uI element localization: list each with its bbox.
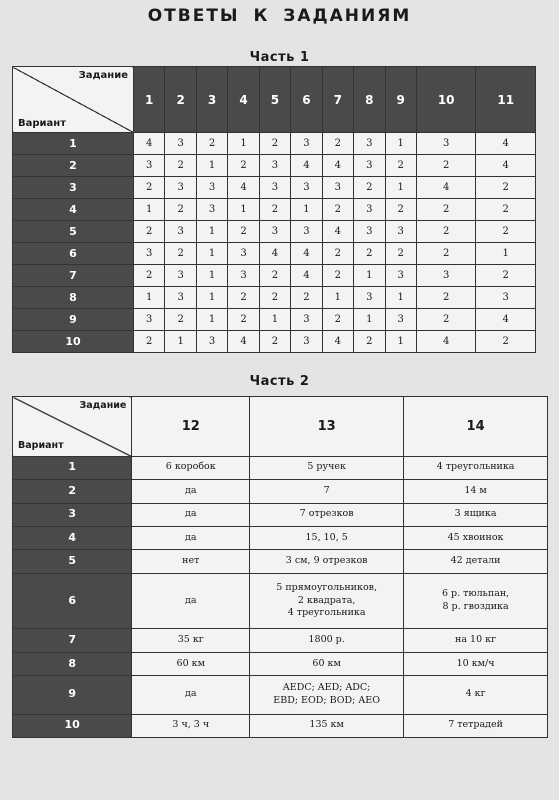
- answer-cell: 1: [354, 309, 385, 331]
- answer-cell: 3: [354, 221, 385, 243]
- variant-number: 5: [13, 550, 132, 573]
- variant-label: Вариант: [18, 439, 64, 451]
- answer-cell: 2: [134, 265, 165, 287]
- variant-number: 6: [13, 243, 134, 265]
- table-row: [13, 550, 548, 573]
- table-row: [13, 456, 548, 479]
- part2-answers-table: [12, 396, 548, 738]
- answer-cell: AEDC; AED; ADC; EBD; EOD; BOD; AEO: [250, 676, 404, 714]
- answer-cell: 4: [291, 265, 322, 287]
- answer-cell: 1: [385, 133, 416, 155]
- variant-number: 9: [13, 676, 132, 714]
- answer-cell: 2: [165, 155, 196, 177]
- answer-cell: 2: [416, 199, 475, 221]
- answer-cell: 14 м: [404, 480, 548, 503]
- answer-cell: 3: [134, 155, 165, 177]
- part1-corner-cell: [13, 67, 134, 133]
- answer-cell: 3: [416, 265, 475, 287]
- answer-cell: да: [132, 503, 250, 526]
- answer-cell: 1: [196, 155, 227, 177]
- variant-number: 8: [13, 652, 132, 675]
- answer-cell: 3 см, 9 отрезков: [250, 550, 404, 573]
- answer-cell: 3: [259, 155, 290, 177]
- answer-cell: 2: [385, 243, 416, 265]
- answer-cell: 15, 10, 5: [250, 526, 404, 549]
- table-row: [13, 287, 536, 309]
- answer-cell: 3 ч, 3 ч: [132, 714, 250, 738]
- answer-cell: 1: [196, 243, 227, 265]
- task-number-header: 13: [250, 397, 404, 457]
- answer-cell: 1: [165, 331, 196, 353]
- answer-cell: 4: [322, 221, 353, 243]
- answer-cell: 2: [354, 243, 385, 265]
- answer-cell: 3: [228, 243, 259, 265]
- answer-cell: 3: [165, 177, 196, 199]
- answer-cell: 3: [291, 331, 322, 353]
- task-number-header: 10: [416, 67, 475, 133]
- answer-cell: 2: [354, 177, 385, 199]
- answer-cell: 4: [228, 331, 259, 353]
- answer-cell: 3: [291, 221, 322, 243]
- answer-cell: 2: [259, 265, 290, 287]
- answer-cell: 3: [196, 331, 227, 353]
- answer-cell: да: [132, 676, 250, 714]
- answer-cell: 2: [259, 331, 290, 353]
- part1-answers-table: [12, 66, 536, 353]
- answer-cell: 2: [476, 177, 536, 199]
- answer-cell: 1: [134, 287, 165, 309]
- answer-cell: 4: [291, 243, 322, 265]
- answer-cell: 60 км: [132, 652, 250, 675]
- task-label: Задание: [78, 70, 128, 81]
- answer-cell: 1: [385, 287, 416, 309]
- answer-cell: 4 кг: [404, 676, 548, 714]
- answer-cell: на 10 кг: [404, 629, 548, 652]
- page-title: ОТВЕТЫ К ЗАДАНИЯМ: [147, 6, 412, 26]
- task-number-header: 6: [291, 67, 322, 133]
- answer-cell: 1: [196, 221, 227, 243]
- answer-cell: 3: [165, 287, 196, 309]
- answer-cell: 3: [259, 221, 290, 243]
- table-row: [13, 177, 536, 199]
- answer-cell: 3: [354, 133, 385, 155]
- answer-cell: 3: [354, 287, 385, 309]
- answer-cell: 5 прямоугольников, 2 квадрата, 4 треугольника: [250, 573, 404, 628]
- part1-heading: Часть 1: [249, 50, 310, 65]
- answer-cell: 2: [228, 287, 259, 309]
- answer-cell: да: [132, 480, 250, 503]
- answer-cell: 7: [250, 480, 404, 503]
- answer-cell: 2: [165, 243, 196, 265]
- table-row: [13, 480, 548, 503]
- answer-cell: 1: [228, 133, 259, 155]
- task-number-header: 9: [385, 67, 416, 133]
- variant-number: 3: [13, 503, 132, 526]
- table-row: [13, 652, 548, 675]
- answer-cell: 2: [354, 331, 385, 353]
- task-number-header: 11: [476, 67, 536, 133]
- answer-cell: 4: [416, 331, 475, 353]
- answer-cell: 3: [196, 199, 227, 221]
- answer-cell: 4: [476, 309, 536, 331]
- task-number-header: 1: [134, 67, 165, 133]
- answer-cell: 2: [165, 309, 196, 331]
- answer-cell: 35 кг: [132, 629, 250, 652]
- answer-cell: 1: [291, 199, 322, 221]
- variant-number: 1: [13, 133, 134, 155]
- answer-cell: 135 км: [250, 714, 404, 738]
- variant-number: 7: [13, 629, 132, 652]
- answer-cell: 2: [476, 199, 536, 221]
- answer-cell: 45 хвоинок: [404, 526, 548, 549]
- answer-cell: 3: [322, 177, 353, 199]
- answer-cell: 3: [291, 309, 322, 331]
- answer-cell: 3: [134, 243, 165, 265]
- task-number-header: 4: [228, 67, 259, 133]
- table-row: [13, 243, 536, 265]
- answer-cell: 2: [322, 243, 353, 265]
- part1-header-row: [13, 67, 536, 133]
- answer-cell: 6 р. тюльпан, 8 р. гвоздика: [404, 573, 548, 628]
- variant-number: 1: [13, 456, 132, 479]
- answer-cell: да: [132, 526, 250, 549]
- answer-cell: 4: [228, 177, 259, 199]
- answer-cell: 3 ящика: [404, 503, 548, 526]
- answer-cell: 3: [259, 177, 290, 199]
- answer-cell: 2: [385, 155, 416, 177]
- variant-number: 9: [13, 309, 134, 331]
- answer-cell: 2: [259, 133, 290, 155]
- answer-cell: 1: [228, 199, 259, 221]
- answer-cell: 2: [228, 155, 259, 177]
- variant-number: 8: [13, 287, 134, 309]
- table-row: [13, 155, 536, 177]
- task-number-header: 3: [196, 67, 227, 133]
- answer-cell: 2: [416, 155, 475, 177]
- answer-cell: 4: [291, 155, 322, 177]
- task-number-header: 12: [132, 397, 250, 457]
- answer-cell: да: [132, 573, 250, 628]
- answer-cell: 2: [416, 243, 475, 265]
- answer-cell: 1: [476, 243, 536, 265]
- answer-cell: 2: [476, 221, 536, 243]
- answer-cell: 2: [134, 331, 165, 353]
- variant-number: 3: [13, 177, 134, 199]
- answer-cell: 60 км: [250, 652, 404, 675]
- answer-cell: 3: [165, 221, 196, 243]
- table-row: [13, 676, 548, 714]
- answer-cell: 2: [322, 265, 353, 287]
- table-row: [13, 573, 548, 628]
- table-row: [13, 503, 548, 526]
- answer-cell: 2: [165, 199, 196, 221]
- table-row: [13, 629, 548, 652]
- answer-cell: 3: [354, 155, 385, 177]
- answer-cell: 1: [134, 199, 165, 221]
- answer-cell: 4: [259, 243, 290, 265]
- table-row: [13, 199, 536, 221]
- variant-number: 4: [13, 199, 134, 221]
- answer-cell: 4: [476, 133, 536, 155]
- answer-cell: 4: [322, 331, 353, 353]
- answer-cell: 3: [165, 133, 196, 155]
- answer-cell: 4: [134, 133, 165, 155]
- answer-cell: 2: [291, 287, 322, 309]
- answer-cell: 2: [416, 221, 475, 243]
- variant-label: Вариант: [18, 118, 66, 129]
- variant-number: 5: [13, 221, 134, 243]
- answer-cell: 4: [476, 155, 536, 177]
- answer-cell: 2: [322, 309, 353, 331]
- answer-cell: 10 км/ч: [404, 652, 548, 675]
- answer-cell: нет: [132, 550, 250, 573]
- table-row: [13, 265, 536, 287]
- answer-cell: 4: [322, 155, 353, 177]
- part2-heading: Часть 2: [249, 374, 310, 389]
- task-number-header: 5: [259, 67, 290, 133]
- answer-cell: 7 отрезков: [250, 503, 404, 526]
- answer-cell: 3: [385, 309, 416, 331]
- variant-number: 7: [13, 265, 134, 287]
- part2-header-row: [13, 397, 548, 457]
- answer-cell: 3: [385, 265, 416, 287]
- answer-cell: 3: [228, 265, 259, 287]
- answer-cell: 2: [322, 199, 353, 221]
- task-number-header: 14: [404, 397, 548, 457]
- answer-cell: 42 детали: [404, 550, 548, 573]
- answer-cell: 7 тетрадей: [404, 714, 548, 738]
- answer-cell: 1: [196, 265, 227, 287]
- answer-cell: 3: [165, 265, 196, 287]
- answer-cell: 2: [322, 133, 353, 155]
- answer-cell: 3: [385, 221, 416, 243]
- answer-cell: 1: [259, 309, 290, 331]
- answer-cell: 2: [476, 331, 536, 353]
- answer-cell: 1: [385, 177, 416, 199]
- task-number-header: 2: [165, 67, 196, 133]
- answer-cell: 3: [291, 177, 322, 199]
- answer-cell: 3: [416, 133, 475, 155]
- variant-number: 6: [13, 573, 132, 628]
- task-label: Задание: [79, 400, 127, 411]
- answer-cell: 2: [196, 133, 227, 155]
- answer-cell: 2: [134, 177, 165, 199]
- variant-number: 10: [13, 714, 132, 738]
- answer-cell: 6 коробок: [132, 456, 250, 479]
- answer-cell: 1: [322, 287, 353, 309]
- answer-cell: 3: [134, 309, 165, 331]
- answer-cell: 1800 р.: [250, 629, 404, 652]
- answer-cell: 4 треугольника: [404, 456, 548, 479]
- table-row: [13, 133, 536, 155]
- answer-cell: 2: [259, 287, 290, 309]
- answer-cell: 3: [196, 177, 227, 199]
- answer-cell: 4: [416, 177, 475, 199]
- part2-corner-cell: [13, 397, 132, 457]
- variant-number: 2: [13, 480, 132, 503]
- answer-cell: 1: [385, 331, 416, 353]
- answer-cell: 3: [291, 133, 322, 155]
- answer-cell: 2: [134, 221, 165, 243]
- answer-cell: 2: [228, 309, 259, 331]
- answer-cell: 2: [228, 221, 259, 243]
- answer-cell: 1: [196, 309, 227, 331]
- table-row: [13, 714, 548, 738]
- answer-cell: 2: [416, 309, 475, 331]
- table-row: [13, 221, 536, 243]
- variant-number: 10: [13, 331, 134, 353]
- answer-cell: 2: [385, 199, 416, 221]
- variant-number: 2: [13, 155, 134, 177]
- answer-cell: 5 ручек: [250, 456, 404, 479]
- answer-cell: 2: [476, 265, 536, 287]
- variant-number: 4: [13, 526, 132, 549]
- task-number-header: 8: [354, 67, 385, 133]
- answer-cell: 2: [416, 287, 475, 309]
- table-row: [13, 526, 548, 549]
- answer-cell: 3: [476, 287, 536, 309]
- task-number-header: 7: [322, 67, 353, 133]
- table-row: [13, 309, 536, 331]
- answer-cell: 3: [354, 199, 385, 221]
- table-row: [13, 331, 536, 353]
- answer-cell: 2: [259, 199, 290, 221]
- answer-cell: 1: [196, 287, 227, 309]
- answer-cell: 1: [354, 265, 385, 287]
